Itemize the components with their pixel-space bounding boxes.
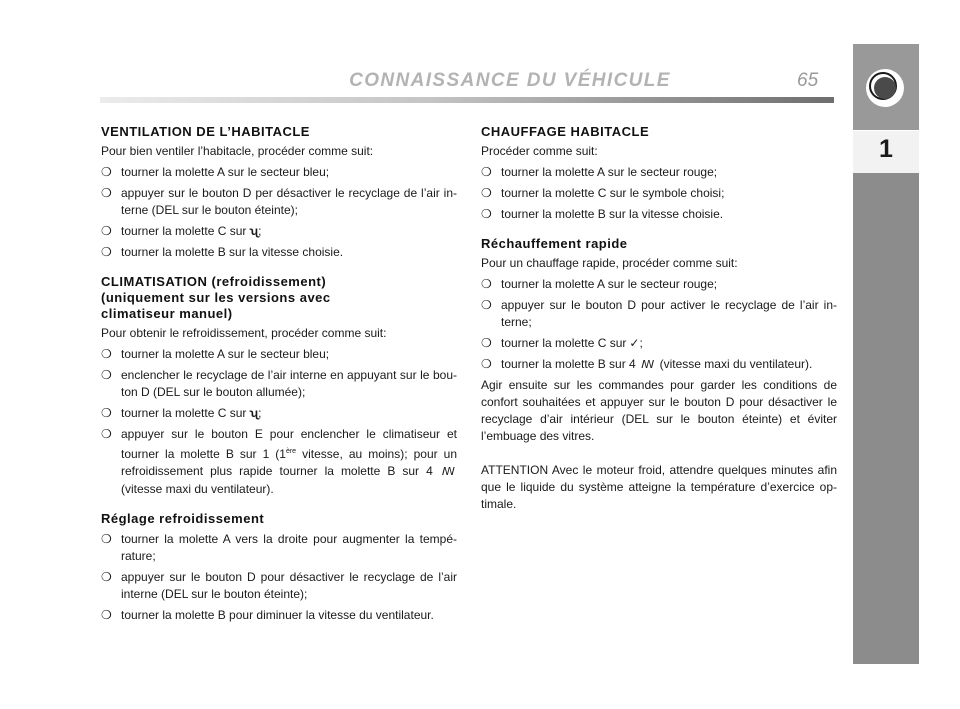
- list-climatisation: [101, 346, 457, 498]
- list-item-text: appuyer sur le bouton E pour enclencher le climatiseur et tourner la molette B sur 1 (1: [121, 427, 457, 461]
- bullet-icon: ❍: [101, 608, 112, 622]
- list-item: [101, 346, 457, 363]
- intro-climatisation: Pour obtenir le refroidissement, procéder comme suit:: [101, 326, 387, 340]
- chapter-number: 1: [879, 135, 893, 163]
- intro-rechauffement: Pour un chauffage rapide, procéder comme suit:: [481, 256, 738, 270]
- list-item-text: tourner la molette C sur: [121, 406, 247, 420]
- heading-line: (uniquement sur les versions avec: [101, 290, 331, 305]
- list-rechauffement: [481, 276, 837, 374]
- list-item: [101, 164, 457, 181]
- list-item-text: tourner la molette C sur: [501, 336, 627, 350]
- heading-climatisation: [101, 274, 457, 322]
- list-item: [101, 367, 457, 401]
- left-column: [101, 124, 457, 624]
- vent-icon: ʯ: [249, 406, 259, 420]
- bullet-icon: ❍: [101, 570, 112, 584]
- list-item: [481, 164, 837, 181]
- list-item-text: tourner la molette B sur la vitesse choisie.: [501, 207, 724, 221]
- list-item-text: appuyer sur le bouton D pour désactiver le recyclage de l’air interne (DEL sur le bouton éteinte);: [121, 570, 457, 601]
- list-chauffage: [481, 164, 837, 223]
- list-item-text: (vitesse maxi du ventilateur).: [121, 482, 274, 496]
- bullet-icon: ❍: [101, 224, 112, 238]
- list-item: [481, 335, 837, 352]
- list-item-text: tourner la molette A sur le secteur bleu;: [121, 347, 330, 361]
- list-item: [101, 607, 457, 624]
- section-ventilation: [101, 124, 457, 261]
- bullet-icon: ❍: [481, 207, 492, 221]
- list-item: [481, 206, 837, 223]
- list-item-text: (vitesse maxi du ventilateur).: [659, 357, 813, 371]
- bullet-icon: ❍: [101, 347, 112, 361]
- bullet-icon: ❍: [481, 336, 492, 350]
- list-item: [101, 185, 457, 219]
- list-item-text: tourner la molette B sur la vitesse choisie.: [121, 245, 344, 259]
- section-chauffage: [481, 124, 837, 223]
- list-item: [101, 531, 457, 565]
- list-item: [101, 569, 457, 603]
- semicolon: ;: [258, 406, 262, 420]
- list-item: [101, 223, 457, 240]
- list-item: [481, 185, 837, 202]
- heading-chauffage: CHAUFFAGE HABITACLE: [481, 124, 650, 139]
- heading-rechauffement: Réchauffement rapide: [481, 236, 628, 251]
- list-item: [101, 244, 457, 261]
- list-item: [481, 356, 837, 374]
- outro-paragraph: Agir ensuite sur les commandes pour garder les conditions de confort souhaitées et appuyer sur le bouton D pour désactiver le recyclage d’air intérieur (DEL sur le bouton éteinte) et éviter l’embuage des vitres.: [481, 378, 837, 443]
- bullet-icon: ❍: [481, 357, 492, 371]
- semicolon: ;: [639, 336, 643, 350]
- heading-line: climatiseur manuel): [101, 306, 233, 321]
- list-item-text: tourner la molette C sur le symbole choisi;: [501, 186, 725, 200]
- list-item-text: enclencher le recyclage de l’air interne en appuyant sur le bouton D (DEL sur le bouton allumée);: [121, 368, 457, 399]
- list-item-text: tourner la molette A sur le secteur bleu;: [121, 165, 330, 179]
- bullet-icon: ❍: [481, 298, 492, 312]
- vent-icon: ʯ: [249, 224, 259, 238]
- bullet-icon: ❍: [481, 277, 492, 291]
- fan-icon: ꟿ: [641, 359, 655, 371]
- list-item-text: tourner la molette B sur 4: [501, 357, 636, 371]
- list-item: [481, 297, 837, 331]
- bullet-icon: ❍: [101, 186, 112, 200]
- heading-reglage: Réglage refroidissement: [101, 511, 265, 526]
- list-item-text: tourner la molette C sur: [121, 224, 247, 238]
- intro-chauffage: Procéder comme suit:: [481, 144, 598, 158]
- list-item: [101, 405, 457, 422]
- bullet-icon: ❍: [101, 532, 112, 546]
- semicolon: ;: [258, 224, 262, 238]
- section-rechauffement: [481, 236, 837, 513]
- superscript: ère: [285, 448, 297, 455]
- list-reglage: [101, 531, 457, 624]
- list-item-text: appuyer sur le bouton D pour activer le recyclage de l’air interne;: [501, 298, 837, 329]
- list-ventilation: [101, 164, 457, 261]
- list-item-text: vitesse, au moins); pour un refroidissement plus rapide tourner la molette B sur 4: [121, 447, 458, 478]
- heading-line: CLIMATISATION (refroidissement): [101, 274, 327, 289]
- intro-ventilation: Pour bien ventiler l’habitacle, procéder comme suit:: [101, 144, 374, 158]
- brand-badge-icon: [866, 69, 904, 107]
- list-item-text: appuyer sur le bouton D per désactiver le recyclage de l’air interne (DEL sur le bouton éteinte);: [121, 186, 457, 217]
- page-number: 65: [797, 70, 819, 91]
- bullet-icon: ❍: [481, 186, 492, 200]
- chapter-tab[interactable]: [853, 130, 919, 173]
- defrost-icon: ✓: [629, 336, 640, 350]
- list-item-text: tourner la molette A sur le secteur rouge;: [501, 165, 718, 179]
- list-item-text: tourner la molette B pour diminuer la vitesse du ventilateur.: [121, 608, 434, 622]
- attention-note: ATTENTION Avec le moteur froid, attendre quelques minutes afin que le liquide du système atteigne la température d’exercice optimale.: [481, 463, 837, 511]
- section-climatisation: [101, 274, 457, 498]
- header-rule: [100, 97, 834, 103]
- bullet-icon: ❍: [101, 245, 112, 259]
- list-item: [101, 426, 457, 498]
- bullet-icon: ❍: [101, 368, 112, 382]
- bullet-icon: ❍: [101, 165, 112, 179]
- list-item-text: tourner la molette A vers la droite pour augmenter la température;: [121, 532, 457, 563]
- page-header-title: CONNAISSANCE DU VÉHICULE: [349, 70, 671, 91]
- list-item: [481, 276, 837, 293]
- bullet-icon: ❍: [481, 165, 492, 179]
- section-reglage: [101, 511, 457, 624]
- list-item-text: tourner la molette A sur le secteur rouge;: [501, 277, 718, 291]
- bullet-icon: ❍: [101, 427, 112, 441]
- bullet-icon: ❍: [101, 406, 112, 420]
- heading-ventilation: VENTILATION DE L’HABITACLE: [101, 124, 310, 139]
- fan-icon: ꟿ: [441, 466, 455, 478]
- right-column: [481, 124, 837, 513]
